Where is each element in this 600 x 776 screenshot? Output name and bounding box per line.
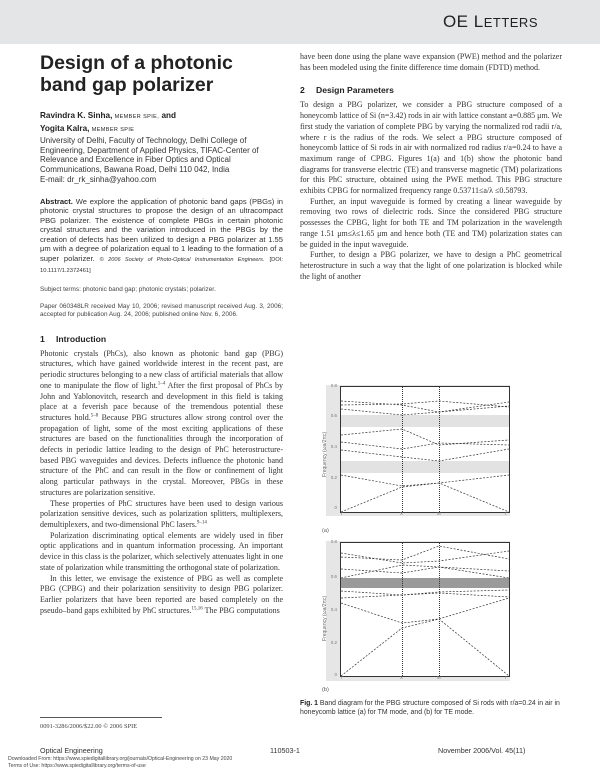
abstract-text: We explore the application of photonic band gaps (PBGs) in photonic crystal structures to propose the design of an ultracompact PBG polarizer. The existence of complete PBGs in certain photonic crystal structures and the variation introduced in the PBGs by the creation of defects has been utilized to design a PBG polarizer at 1.55 μm with a degree of polarization equal to 1 leading to the formation of a super polarizer.	[40, 196, 283, 263]
y-tick: 0.4	[330, 444, 337, 449]
y-tick: 0	[334, 672, 337, 677]
subject-terms: Subject terms: photonic band gap; photonic crystals; polarizer.	[40, 285, 216, 293]
author-connector: and	[161, 111, 176, 120]
section-title: Design Parameters	[316, 85, 394, 96]
article-title: Design of a photonic band gap polarizer	[40, 52, 233, 96]
x-tick: Γ	[505, 511, 508, 516]
y-tick: 0	[334, 505, 337, 510]
section-title-initial: OE L	[442, 12, 484, 31]
journal-section-title	[443, 12, 538, 32]
intro-paragraph-4-continued: have been done using the plane wave expansion (PWE) method and the polarizer has been modeled using the finite difference time domain (FDTD) method.	[300, 52, 562, 72]
plot-area-tm	[340, 386, 510, 513]
x-tick: M	[437, 675, 441, 680]
right-column	[300, 52, 562, 282]
author-membership: MEMBER SPIE	[91, 127, 135, 133]
download-source-link[interactable]: Downloaded From: https://www.spiedigitallibrary.org/journals/Optical-Engineering on 23 May 2020	[8, 756, 233, 762]
doi[interactable]: [DOI: 10.1117/1.2372461]	[40, 256, 283, 275]
y-tick: 0.2	[330, 475, 337, 480]
figure-caption	[300, 700, 562, 717]
citation-ref[interactable]: 9–14	[196, 520, 207, 526]
download-notice	[8, 756, 232, 770]
x-tick: Γ	[341, 675, 344, 680]
terms-of-use-link[interactable]: Terms of Use: https://www.spiedigitallibrary.org/terms-of-use	[8, 762, 146, 769]
author-2	[40, 123, 283, 136]
plot-area-te	[340, 542, 510, 677]
figure-panel-a	[322, 383, 510, 516]
citation-ref[interactable]: 15,16	[191, 605, 203, 611]
author-name: Ravindra K. Sinha,	[40, 111, 113, 120]
x-tick: Γ	[341, 511, 344, 516]
abstract-copyright: © 2006 Society of Photo-Optical Instrumentation Engineers.	[99, 256, 265, 263]
intro-paragraph-2: These properties of PhC structures have been used to design various polarization sensitive devices, such as polarization splitters, multiplexers, demultiplexers, and two-dimensional PhC lasers.$^{9-14}$	[40, 498, 283, 529]
design-paragraph-2: Further, an input waveguide is formed by creating a linear waveguide by removing two rows of dielectric rods. Since the considered PBG structure possesses the CPBG, light for both TE and TM polarization in the wavelength range 1.51 μm≤λ≤1.65 μm and hence both (TE and TM) polarization states can be guided in the input waveguide.	[300, 196, 562, 249]
footer-issue: November 2006/Vol. 45(11)	[438, 746, 526, 755]
journal-header-bar	[0, 0, 600, 44]
section-title: Introduction	[56, 333, 107, 344]
footnote-divider	[40, 717, 162, 718]
paper-history: Paper 060348LR received May 10, 2006; revised manuscript received Aug. 3, 2006; accepted for publication Aug. 24, 2006; published online Nov. 6, 2006.	[40, 302, 283, 319]
design-paragraph-3: Further, to design a PBG polarizer, we have to design a PhC geometrical heterostructure in such a way that the light of one polarization is blocked while the light of another	[300, 250, 562, 281]
section-heading-design-parameters	[300, 85, 562, 95]
footer-page-id: 110503-1	[270, 746, 300, 755]
section-number: 1	[40, 333, 45, 344]
panel-label-b: (b)	[322, 687, 329, 693]
caption-label: Fig. 1	[300, 700, 318, 707]
panel-label-a: (a)	[322, 528, 329, 534]
caption-text: Band diagram for the PBG structure composed of Si rods with r/a=0.24 in air in honeycomb lattice (a) for TM mode, and (b) for TE mode.	[300, 700, 560, 716]
section-title-rest: ETTERS	[483, 15, 538, 30]
design-paragraph-1: To design a PBG polarizer, we consider a PBG structure composed of a honeycomb lattice of Si (n=3.42) rods in air with lattice constant a=0.885 μm. We first study the variation of complete PBG by varying the normalized rod radii r/a, where r is the radius of the rods. We select a PBG structure composed of honeycomb lattice of Si rods in air with normalized rod radius r/a=0.24 to have a maximum range of CPBG. Figures 1(a) and 1(b) show the photonic band diagrams for transverse electric (TE) and transverse magnetic (TM) polarizations for this PhC structure, obtained using the PWE method. This PBG structure exhibits CPBG for normalized frequency range 0.53711≤a/λ ≤0.58793.	[300, 100, 562, 196]
y-tick: 0.6	[330, 413, 337, 418]
band-curves-tm	[341, 387, 509, 512]
y-tick: 0.2	[330, 640, 337, 645]
affiliation: University of Delhi, Faculty of Technology, Delhi College of Engineering, Department of Applied Physics, TIFAC-Center of Relevance and Excellence in Fiber Optics and Optical Communications, Bawana Road, Delhi 110 042, India	[40, 136, 259, 175]
author-membership: MEMBER SPIE,	[114, 114, 160, 120]
author-email[interactable]: E-mail: dr_rk_sinha@yahoo.com	[40, 174, 157, 184]
section-number: 2	[300, 85, 305, 96]
y-tick: 0.8	[330, 539, 337, 544]
left-column	[40, 52, 283, 616]
y-tick: 0.4	[330, 607, 337, 612]
section-heading-introduction	[40, 334, 283, 344]
author-name: Yogita Kalra,	[40, 124, 90, 133]
intro-paragraph-1: Photonic crystals (PhCs), also known as photonic band gap (PBG) structures, which have gained worldwide interest in the recent past, are periodic structures belonging to a new class of artificial materials that allow one to manipulate the flow of light.$^{1-4}$ After the first proposal of PhCs by John and Yablonovitch, research and development in this field is taking place at a feverish pace because of the tremendous potential these structures hold.$^{5-8}$ Because PBG structures allow strong control over the propagation of light, some of the most exciting applications of these structures are based on the functionalities through the incorporation of defects in periodic lattice leading to the design of PhC heterostructure-based PBG waveguides and devices. Defects influence the photonic band structure of the PhC and can result in the flow or confinement of light along particular pathways in the crystal. Moreover, PBGs in these structures are polarization sensitive.	[40, 348, 283, 497]
x-tick: X	[400, 511, 403, 516]
intro-paragraph-3: Polarization discriminating optical elements are widely used in fiber optic applications and in quantum information processing. An important device in this class is the polarizer, which selectively attenuates light in one state of polarization while transmitting the orthogonal state of polarization.	[40, 530, 283, 572]
figure-panel-b	[322, 539, 510, 681]
abstract-label: Abstract.	[40, 196, 73, 206]
issn-copyright: 0091-3286/2006/$22.00 © 2006 SPIE	[40, 723, 138, 730]
y-axis-label: Frequency (ωa/2πc)	[322, 595, 328, 641]
citation-ref[interactable]: 1–4	[157, 381, 166, 387]
abstract	[40, 197, 283, 277]
y-axis-label: Frequency (ωa/2πc)	[322, 431, 328, 477]
x-tick: X	[400, 675, 403, 680]
citation-ref[interactable]: 5–8	[90, 413, 99, 419]
y-tick: 0.6	[330, 574, 337, 579]
x-tick: M	[437, 511, 441, 516]
y-tick: 0.8	[330, 383, 337, 388]
x-tick: Γ	[505, 675, 508, 680]
intro-paragraph-4: In this letter, we envisage the existence of PBG as well as complete PBG (CPBG) and their polarization sensitivity to design PBG polarizer. Earlier polarizers that have been reported are based completely on the pseudo–band gaps exhibited by PhC structures.$^{15,16}$ The PBG computations	[40, 573, 283, 615]
band-curves-te	[341, 543, 509, 676]
author-1	[40, 110, 283, 123]
footer-journal-name: Optical Engineering	[40, 746, 103, 755]
